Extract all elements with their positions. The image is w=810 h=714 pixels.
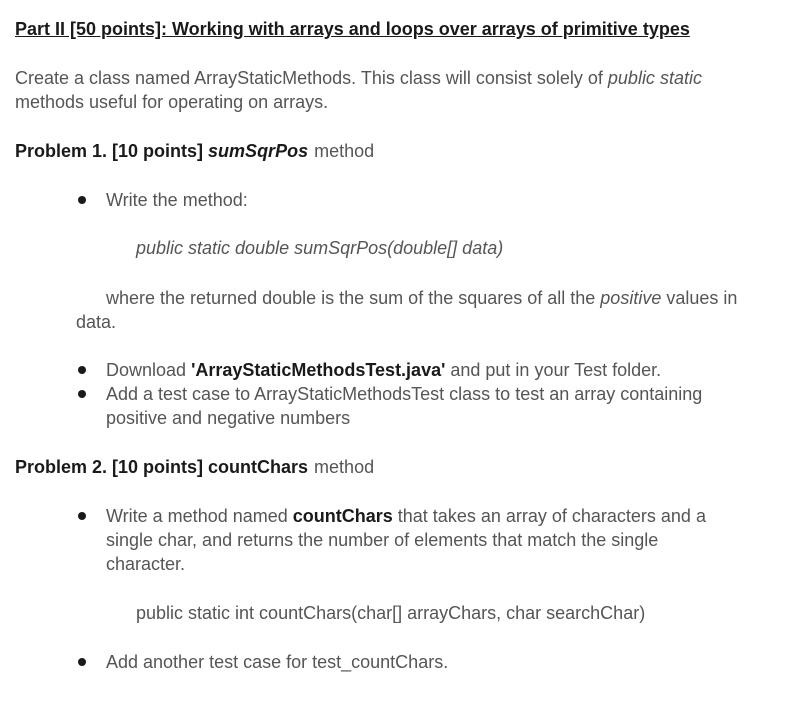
problem2-bullet1-tail: that takes an array of characters and a (392, 506, 706, 526)
problem2-title-prefix: Problem 2. [10 points] countChars (15, 457, 309, 477)
problem1-desc-line2: data. (76, 312, 117, 332)
problem1-desc-line1 (106, 286, 737, 310)
intro-line-1 (15, 66, 702, 90)
problem2-bullet1-line3: character. (106, 554, 186, 574)
problem1-desc-text: where the returned double is the sum of the squares of all the (106, 288, 601, 308)
bullet-icon (78, 196, 86, 204)
problem1-bullet2-tail: and put in your Test folder. (445, 360, 662, 380)
problem1-bullet2 (106, 358, 661, 382)
problem2-title (15, 455, 374, 479)
problem1-bullet3-line2: positive and negative numbers (106, 408, 351, 428)
problem2-bullet1-line2: single char, and returns the number of elements that match the single (106, 530, 659, 550)
problem2-signature: public static int countChars(char[] arrayChars, char searchChar) (136, 603, 646, 623)
problem1-bullet3-line1: Add a test case to ArrayStaticMethodsTest class to test an array containing (106, 384, 703, 404)
bullet-icon (78, 658, 86, 666)
bullet-icon (78, 366, 86, 374)
problem2-bullet2: Add another test case for test_countChars. (106, 652, 449, 672)
test-file-name: 'ArrayStaticMethodsTest.java' (191, 360, 446, 380)
problem1-title (15, 139, 374, 163)
problem1-bullet2-text: Download (106, 360, 192, 380)
bullet-icon (78, 512, 86, 520)
intro-line-2: methods useful for operating on arrays. (15, 92, 329, 112)
bullet-icon (78, 390, 86, 398)
section-heading: Part II [50 points]: Working with arrays and loops over arrays of primitive types (15, 19, 690, 39)
problem1-bullet1: Write the method: (106, 190, 248, 210)
problem2-bullet1-line1 (106, 504, 706, 528)
problem1-signature: public static double sumSqrPos(double[] data) (136, 238, 504, 258)
intro-emphasis: public static (607, 68, 702, 88)
problem1-desc-emphasis: positive (600, 288, 662, 308)
problem1-title-prefix: Problem 1. [10 points] (15, 141, 209, 161)
problem1-method-name: sumSqrPos (208, 141, 309, 161)
intro-text: Create a class named ArrayStaticMethods. This class will consist solely of (15, 68, 608, 88)
problem1-desc-tail: values in (661, 288, 738, 308)
problem2-title-suffix: method (314, 457, 375, 477)
problem1-title-suffix: method (314, 141, 375, 161)
problem2-method-name: countChars (292, 506, 393, 526)
problem2-bullet1-text: Write a method named (106, 506, 293, 526)
